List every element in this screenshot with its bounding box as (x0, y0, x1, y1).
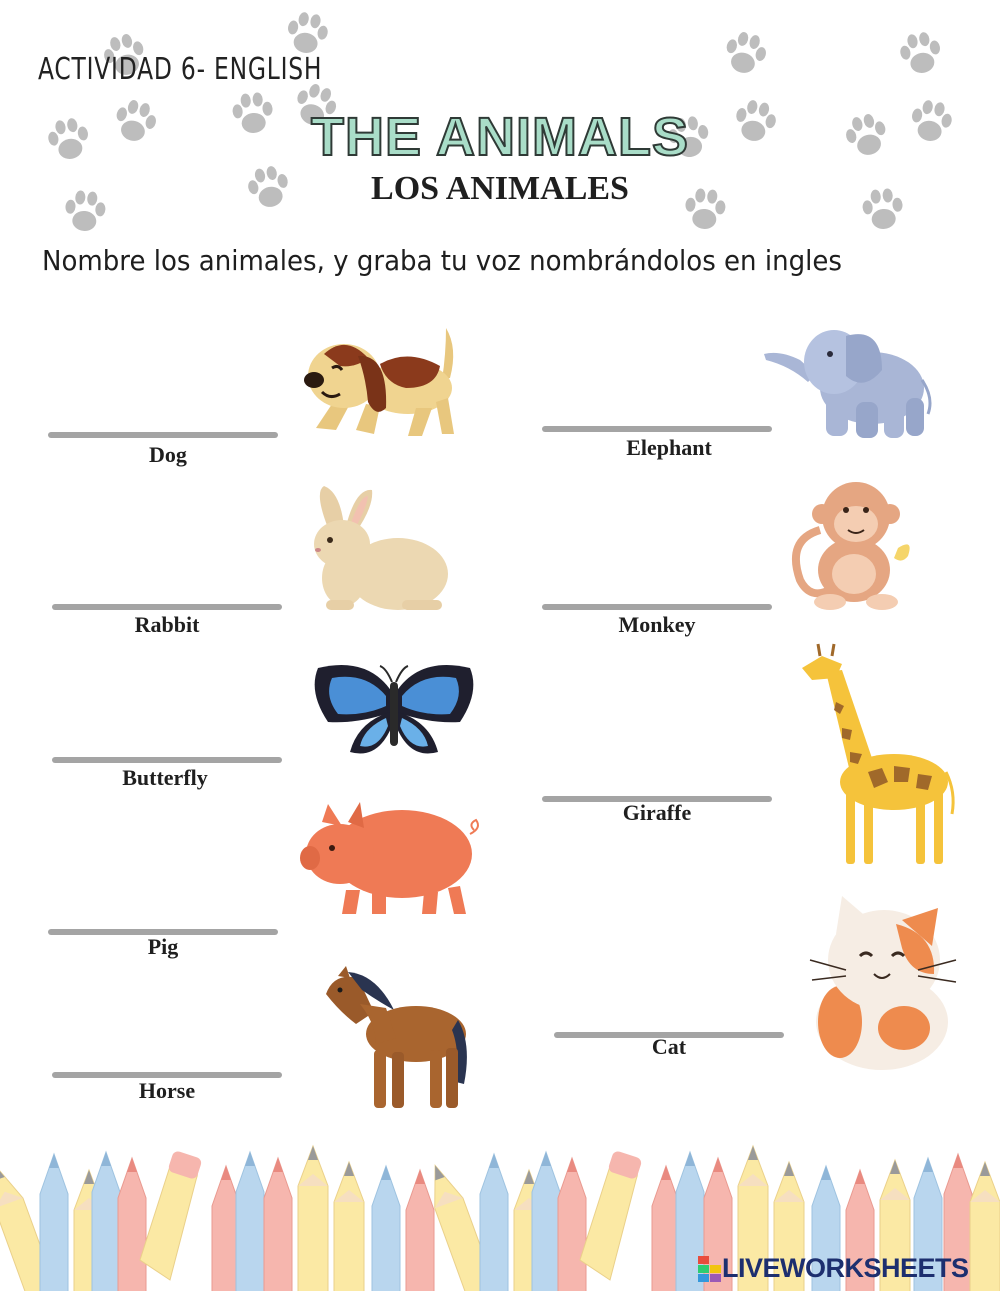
answer-line-butterfly[interactable] (52, 757, 282, 763)
horse-image (316, 964, 470, 1114)
answer-line-elephant[interactable] (542, 426, 772, 432)
page-subtitle: LOS ANIMALES (371, 170, 629, 207)
word-dog: Dog (149, 442, 187, 467)
liveworksheets-logo[interactable] (698, 1253, 969, 1284)
logo-text: LIVEWORKSHEETS (722, 1253, 969, 1283)
pig-image (298, 798, 484, 916)
liveworksheets-logo-icon (698, 1256, 722, 1282)
answer-line-dog[interactable] (48, 432, 278, 438)
paw-print-icon (892, 26, 950, 84)
instructions-text: Nombre los animales, y graba tu voz nombrándolos en ingles (42, 244, 842, 277)
page-title: THE ANIMALS (311, 107, 689, 167)
cat-image (806, 894, 962, 1074)
word-pig: Pig (147, 934, 179, 959)
word-horse: Horse (138, 1078, 196, 1103)
word-elephant: Elephant (626, 435, 712, 460)
word-rabbit: Rabbit (134, 612, 200, 637)
word-monkey: Monkey (618, 612, 696, 637)
answer-line-monkey[interactable] (542, 604, 772, 610)
paw-print-icon (714, 24, 775, 85)
butterfly-image (308, 662, 480, 762)
dog-image (296, 318, 466, 446)
answer-line-rabbit[interactable] (52, 604, 282, 610)
giraffe-image (792, 642, 960, 870)
word-giraffe: Giraffe (622, 800, 692, 825)
word-cat: Cat (651, 1034, 687, 1059)
elephant-image (760, 318, 936, 444)
rabbit-image (306, 482, 452, 612)
activity-label: ACTIVIDAD 6- ENGLISH (38, 52, 323, 87)
word-butterfly: Butterfly (122, 765, 208, 790)
monkey-image (790, 470, 918, 616)
